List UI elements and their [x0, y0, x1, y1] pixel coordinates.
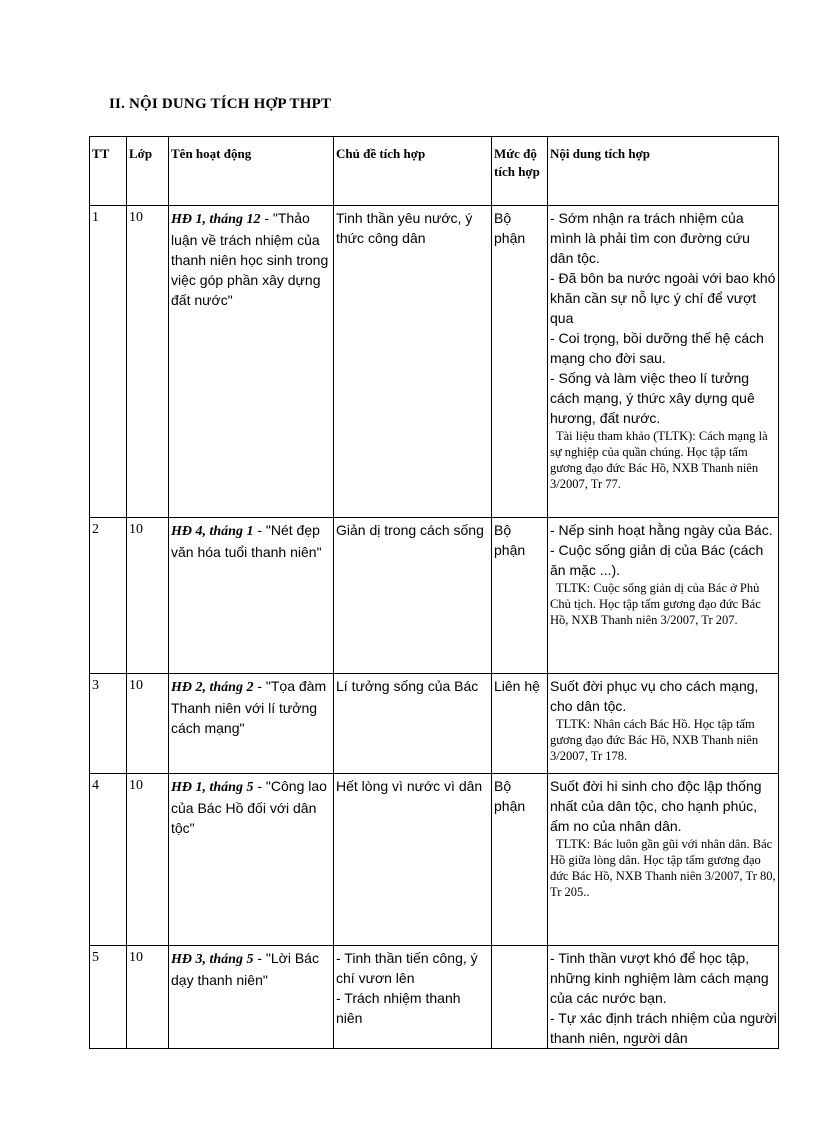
header-noi-dung: Nội dung tích hợp	[548, 137, 779, 206]
cell-content	[548, 774, 779, 946]
cell-topic: Hết lòng vì nước vì dân	[334, 774, 492, 946]
cell-content	[548, 518, 779, 674]
header-chu-de: Chủ đề tích hợp	[334, 137, 492, 206]
cell-topic: Tinh thần yêu nước, ý thức công dân	[334, 206, 492, 518]
cell-tt: 2	[90, 518, 127, 674]
content-item: - Tự xác định trách nhiệm của người thanh niên, người dân	[550, 1010, 777, 1046]
activity-title: - "Tọa đàm Thanh niên với lí tưởng cách mạng"	[171, 678, 327, 736]
table-header-row	[90, 137, 779, 206]
table-row	[90, 206, 779, 518]
cell-level: Bộ phận	[492, 518, 548, 674]
header-muc-do: Mức độ tích hợp	[492, 137, 548, 206]
table-row	[90, 518, 779, 674]
cell-topic: Lí tưởng sống của Bác	[334, 674, 492, 774]
cell-lop: 10	[127, 774, 169, 946]
cell-tt: 5	[90, 946, 127, 1049]
cell-level: Liên hệ	[492, 674, 548, 774]
reference-note	[550, 836, 777, 900]
header-ten-hoat-dong: Tên hoạt động	[169, 137, 334, 206]
header-lop: Lớp	[127, 137, 169, 206]
cell-activity	[169, 518, 334, 674]
reference-text: TLTK: Cuộc sống giản dị của Bác ở Phủ Chủ tịch. Học tập tấm gương đạo đức Bác Hồ, NXB Thanh niên 3/2007, Tr 207.	[550, 581, 761, 627]
cell-lop: 10	[127, 674, 169, 774]
activity-code: HĐ 2, tháng 2	[171, 680, 254, 695]
cell-lop: 10	[127, 518, 169, 674]
content-item: - Sống và làm việc theo lí tưởng cách mạng, ý thức xây dựng quê hương, đất nước.	[550, 370, 755, 426]
activity-title: - "Nét đẹp văn hóa tuổi thanh niên"	[171, 522, 322, 560]
reference-note	[550, 580, 777, 628]
cell-content	[548, 946, 779, 1049]
content-item: - Coi trọng, bồi dưỡng thế hệ cách mạng cho đời sau.	[550, 330, 764, 366]
cell-lop: 10	[127, 206, 169, 518]
content-item: Suốt đời phục vụ cho cách mạng, cho dân tộc.	[550, 678, 759, 714]
cell-level	[492, 946, 548, 1049]
cell-level: Bộ phận	[492, 774, 548, 946]
activity-code: HĐ 4, tháng 1	[171, 524, 254, 539]
table-row	[90, 674, 779, 774]
content-item: - Nếp sinh hoạt hằng ngày của Bác.	[550, 522, 773, 538]
integration-table	[89, 136, 779, 1049]
activity-code: HĐ 1, tháng 5	[171, 780, 254, 795]
content-item: - Tinh thần vượt khó để học tập, những kinh nghiệm làm cách mạng của các nước bạn.	[550, 950, 769, 1006]
table-row	[90, 946, 779, 1049]
cell-tt: 3	[90, 674, 127, 774]
activity-code: HĐ 3, tháng 5	[171, 952, 254, 967]
reference-text: Tài liệu tham khảo (TLTK): Cách mạng là sự nghiệp của quần chúng. Học tập tấm gương đạo đức Bác Hồ, NXB Thanh niên 3/2007, Tr 77.	[550, 429, 768, 491]
activity-title: - "Thảo luận về trách nhiệm của thanh niên học sinh trong việc góp phần xây dựng đất nước"	[171, 210, 329, 308]
cell-content	[548, 206, 779, 518]
section-title: II. NỘI DUNG TÍCH HỢP THPT	[109, 96, 332, 112]
cell-activity	[169, 674, 334, 774]
activity-title: - "Công lao của Bác Hồ đối với dân tộc"	[171, 778, 327, 836]
header-tt: TT	[90, 137, 127, 206]
content-item: - Cuộc sống giản dị của Bác (cách ăn mặc ...).	[550, 542, 764, 578]
content-item: Suốt đời hi sinh cho độc lập thống nhất của dân tộc, cho hạnh phúc, ấm no của nhân dân.	[550, 778, 762, 834]
content-item: - Sớm nhận ra trách nhiệm của mình là phải tìm con đường cứu dân tộc.	[550, 210, 750, 266]
reference-note	[550, 716, 777, 764]
reference-text: TLTK: Bác luôn gần gũi với nhân dân. Bác Hồ giữa lòng dân. Học tập tấm gương đạo đức Bác Hồ, NXB Thanh niên 3/2007, Tr 80, Tr 205..	[550, 837, 776, 899]
reference-text: TLTK: Nhân cách Bác Hồ. Học tập tấm gương đạo đức Bác Hồ, NXB Thanh niên 3/2007, Tr 178.	[550, 717, 759, 763]
activity-title: - "Lời Bác dạy thanh niên"	[171, 950, 319, 988]
cell-activity	[169, 946, 334, 1049]
cell-topic: - Tinh thần tiến công, ý chí vươn lên - Trách nhiệm thanh niên	[334, 946, 492, 1049]
table-row	[90, 774, 779, 946]
cell-tt: 1	[90, 206, 127, 518]
cell-tt: 4	[90, 774, 127, 946]
activity-code: HĐ 1, tháng 12	[171, 212, 261, 227]
cell-activity	[169, 774, 334, 946]
content-item: - Đã bôn ba nước ngoài với bao khó khăn cần sự nỗ lực ý chí để vượt qua	[550, 270, 776, 326]
cell-level: Bộ phận	[492, 206, 548, 518]
reference-note	[550, 428, 777, 492]
cell-content	[548, 674, 779, 774]
cell-lop: 10	[127, 946, 169, 1049]
cell-topic: Giản dị trong cách sống	[334, 518, 492, 674]
cell-activity	[169, 206, 334, 518]
